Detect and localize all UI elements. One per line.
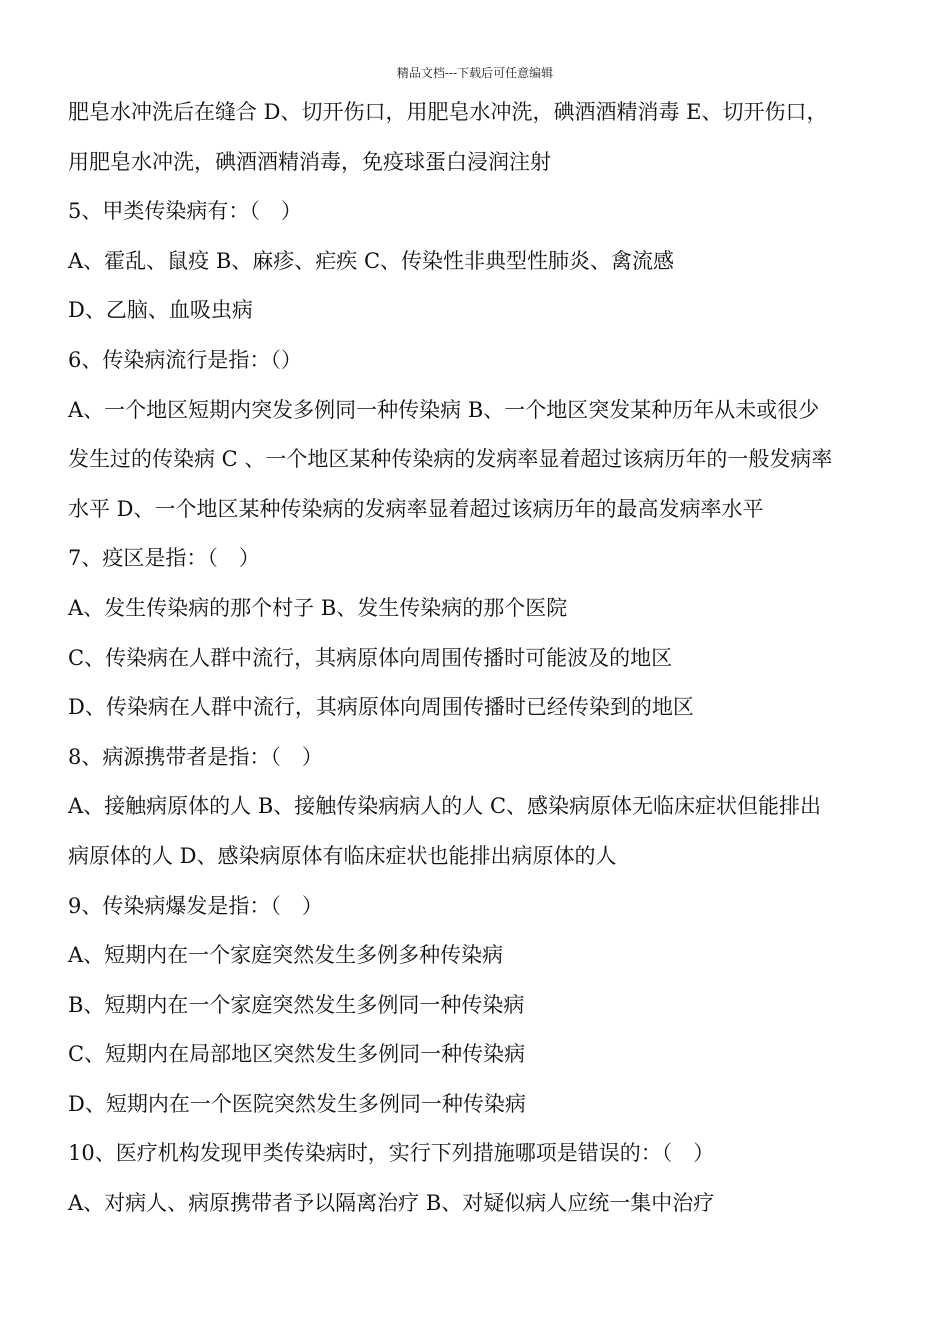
question-5-options: D、乙脑、血吸虫病: [68, 298, 253, 323]
text-line: 用肥皂水冲洗，碘酒酒精消毒，免疫球蛋白浸润注射: [68, 149, 551, 174]
document-body: [68, 88, 888, 1229]
question-9-options: B、短期内在一个家庭突然发生多例同一种传染病: [68, 992, 525, 1017]
question-7-options: D、传染病在人群中流行，其病原体向周围传播时已经传染到的地区: [68, 695, 694, 720]
question-6: 6、传染病流行是指：（）: [68, 347, 302, 372]
question-7: 7、疫区是指：（ ）: [68, 546, 260, 571]
question-10: 10、医疗机构发现甲类传染病时，实行下列措施哪项是错误的：（ ）: [68, 1141, 715, 1166]
question-6-options: A、一个地区短期内突发多例同一种传染病 B、一个地区突发某种历年从未或很少: [68, 397, 820, 422]
question-7-options: A、发生传染病的那个村子 B、发生传染病的那个医院: [68, 595, 568, 620]
question-6-options: 发生过的传染病 C 、一个地区某种传染病的发病率显着超过该病历年的一般发病率: [68, 447, 833, 472]
question-8: 8、病源携带者是指：（ ）: [68, 744, 323, 769]
question-5: 5、甲类传染病有：（ ）: [68, 199, 302, 224]
question-8-options: A、接触病原体的人 B、接触传染病病人的人 C、感染病原体无临床症状但能排出: [68, 794, 822, 819]
question-9-options: D、短期内在一个医院突然发生多例同一种传染病: [68, 1091, 526, 1116]
question-7-options: C、传染病在人群中流行，其病原体向周围传播时可能波及的地区: [68, 645, 673, 670]
question-6-options: 水平 D、一个地区某种传染病的发病率显着超过该病历年的最高发病率水平: [68, 496, 764, 521]
question-5-options: A、霍乱、鼠疫 B、麻疹、疟疾 C、传染性非典型性肺炎、禽流感: [68, 248, 675, 273]
question-10-options: A、对病人、病原携带者予以隔离治疗 B、对疑似病人应统一集中治疗: [68, 1191, 715, 1216]
question-9-options: A、短期内在一个家庭突然发生多例多种传染病: [68, 943, 504, 968]
question-9-options: C、短期内在局部地区突然发生多例同一种传染病: [68, 1042, 526, 1067]
page-header: 精品文档---下载后可任意编辑: [396, 66, 554, 80]
question-9: 9、传染病爆发是指：（ ）: [68, 893, 323, 918]
text-line: 肥皂水冲洗后在缝合 D、切开伤口，用肥皂水冲洗，碘酒酒精消毒 E、切开伤口，: [68, 100, 828, 124]
question-8-options: 病原体的人 D、感染病原体有临床症状也能排出病原体的人: [68, 843, 617, 868]
